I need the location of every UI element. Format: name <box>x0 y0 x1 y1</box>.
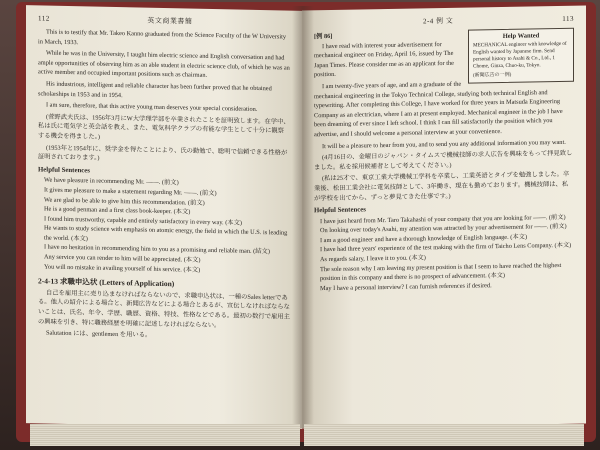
left-section-heading: 2-4-13 求職申込状 (Letters of Application) <box>38 276 175 289</box>
left-paragraph: His industrious, intelligent and reliable character has been further proved that he obtained scholarships in 1953 and in 1954. <box>38 80 272 99</box>
right-sentence: On looking over today's Asahi, my attention was attracted by your advertisement for ——. (前文) <box>320 223 567 235</box>
left-sentence: I have no hesitation in recommending him to you as a promising and reliable man. (結文) <box>44 243 270 256</box>
left-page-edges <box>30 424 300 446</box>
right-sentence: May I have a personal interview? I can furnish references if desired. <box>320 282 492 293</box>
left-sentence: I found him trustworthy, capable and entirely satisfactory in every way. (本文) <box>44 215 242 227</box>
right-paragraph: (私は25才で、東京工業大学機械工学科を卒業し、工業英語とタイプを勉強しました。卒業後、松田工業会社に電気技師として、3年働き、現在も勤めております。機械技師は、私が学校を出てから、ずっと夢見てきた仕事です。) <box>314 171 570 202</box>
right-paragraph: I have read with interest your advertisement for mechanical engineer on Friday, April 16, issued by The Japan Times. Please consider me as an applicant for the position. <box>314 40 454 79</box>
left-paragraph: While he was in the University, I taught him electric science and English conversation and had ample opportunities of observing him as an able student in electric science club, of which he was an active member and occupied important positions such as chairman. <box>38 49 290 80</box>
right-page-content <box>302 28 586 294</box>
left-sentence: You will no mistake in availing yourself of his service. (本文) <box>44 263 201 274</box>
right-sentence: As regards salary, I leave it to you. (本文) <box>320 254 426 264</box>
right-paragraph: (4月16日の、金曜日のジャパン・タイムスで機械技師の求人広告を興味をもって拝見致しました。私を採用候補者として考えてください。) <box>314 149 573 171</box>
left-sentence: It gives me pleasure to make a statement regarding Mr. ——. (前文) <box>44 186 217 198</box>
left-paragraph: I am sure, therefore, that this active young man deserves your special consideration. <box>46 101 258 114</box>
ad-title: Help Wanted <box>502 32 540 40</box>
right-paragraph: I am twenty-five years of age, and am a graduate of the mechanical engineering in the Tokyo Technical College, studying both technical English and typewriting. After completing this College, I have worked for three years in Matsuda Engineering Company as an electrician, where I am at present employed. Mechanical engineer in the job I have been dreaming of ever since I left school. I think I can fill satisfactorily the position which you advertise, and I should welcome a personal interview at your convenience. <box>314 80 563 139</box>
right-paragraph: It will be a pleasure to hear from you, and to send you any additional information you may want. <box>322 138 566 150</box>
left-running-title: 英文商業書簡 <box>147 16 193 26</box>
right-page-number: 113 <box>562 14 574 23</box>
right-sentence: The sole reason why I am leaving my present position is that I seem to have reached the highest position in this company and there is no prospect of advancement. (本文) <box>320 261 562 283</box>
left-sentence: We are glad to be able to give him this recommendation. (前文) <box>44 195 205 207</box>
left-sentence: We have pleasure in recommending Mr. ——. (前文) <box>44 176 179 187</box>
left-sentence: He is a good penman and a first class book-keeper. (本文) <box>44 205 191 216</box>
left-sentence: Any service you can render to him will be appreciated. (本文) <box>44 253 201 264</box>
letter-number: [例 86] <box>314 32 333 41</box>
left-page <box>26 5 302 429</box>
right-sentence: I have had three years' experience of the test making with the firm of Taicho Lens Company. (本文) <box>320 242 572 254</box>
right-helpful-title: Helpful Sentences <box>314 206 366 215</box>
help-wanted-ad <box>468 28 574 84</box>
ad-body: MECHANICAL engineer with knowledge of English wanted by Japanese firm. Send personal history to Asahi & Co., Ltd., 1 Chome, Ginza, Chuo-ku, Tokyo. <box>473 40 567 70</box>
left-helpful-title: Helpful Sentences <box>38 166 90 175</box>
left-paragraph: This is to testify that Mr. Takeo Kanno graduated from the Science Faculty of the W University in March, 1933. <box>38 28 287 46</box>
left-section-paragraph: Salutation には、gentlemen を用いる。 <box>46 329 152 339</box>
left-sentence: He wants to study science with emphasis on atomic energy, the field in which the U.S. is leading the world. (本文) <box>44 224 288 243</box>
left-page-content <box>26 27 302 344</box>
ad-source: (新聞広告の一例) <box>473 72 512 79</box>
right-sentence: I have just heard from Mr. Taro Takahashi of your company that you are looking for ——. (前文) <box>320 213 566 225</box>
left-section-paragraph: 自己を雇用主に売り込まなければならないので、求職申込状は、一種のSales letterである。他人の紹介による場合と、新聞広告などによる場合とあるが、宣伝しなければならないことは、氏名、年令、学歴、職歴、資格、特技、性格などである。最初の数行で雇用主の興味を引き、特に職務経歴を明確に記述しなければならない。 <box>38 289 290 329</box>
right-sentence: I am a good engineer and have a thorough knowledge of English language. (本文) <box>320 233 528 245</box>
right-running-title: 2-4 例 文 <box>422 16 454 26</box>
right-page-edges <box>304 424 584 446</box>
right-page <box>302 6 586 429</box>
left-page-number: 112 <box>38 14 50 23</box>
left-paragraph: (1953年と1954年に、奨学金を得たことにより、氏の勤勉で、聡明で信頼できる性格が証明されております。) <box>38 144 288 162</box>
left-paragraph: (菅野武夫氏は、1956年3月にW大学理学部を卒業されたことを証明致します。在学中、私は氏に電気学と英会話を教え、また、電気科学クラブの有能な学生として十分に観察する機会を得ました。) <box>38 113 290 141</box>
book-gutter-shadow <box>292 6 314 428</box>
